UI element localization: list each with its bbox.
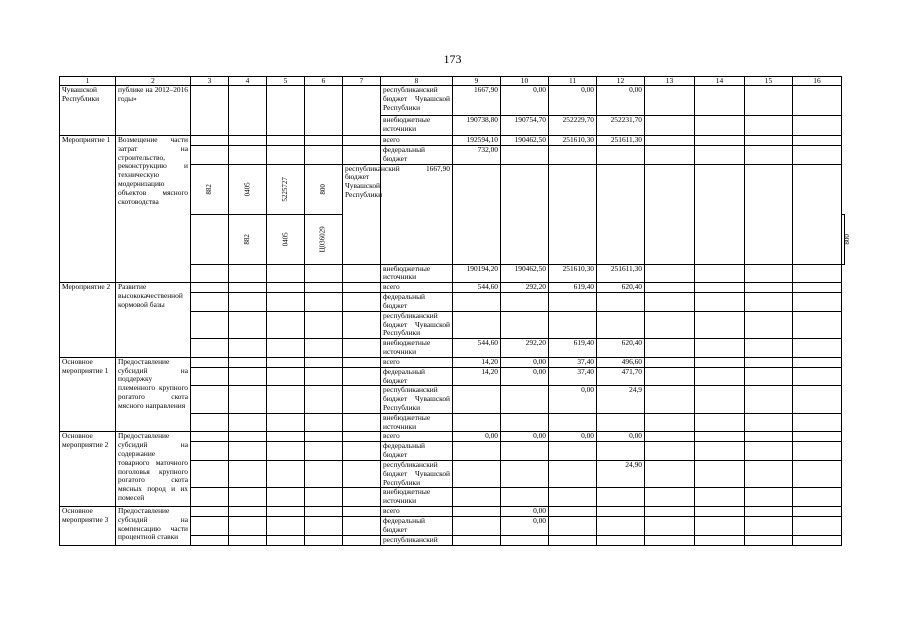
code-cell: 0405 <box>229 164 267 214</box>
funding-source-cell: внебюджетные источники <box>381 339 453 358</box>
header-cell: 12 <box>597 77 645 86</box>
code-cell: 800 <box>842 214 845 264</box>
table-row <box>60 86 845 116</box>
header-cell: 2 <box>116 77 191 86</box>
value-cell: 190738,80 <box>453 116 501 136</box>
page-number: 173 <box>443 52 462 66</box>
funding-source-cell: республиканский бюджет Чувашской Республики <box>343 164 381 264</box>
code-cell: 882 <box>191 164 229 214</box>
value-cell: 0,00 <box>501 506 549 516</box>
header-cell: 5 <box>267 77 305 86</box>
value-cell: 0,00 <box>453 432 501 442</box>
header-cell: 3 <box>191 77 229 86</box>
value-cell: 619,40 <box>549 339 597 358</box>
value-cell: 732,00 <box>453 146 501 165</box>
activity-name-cell: Основное мероприятие 1 <box>60 357 116 432</box>
program-name-cell: Чувашской Республики <box>60 86 116 136</box>
funding-source-cell: республиканский бюджет Чувашской Республики <box>381 86 453 116</box>
value-cell: 252229,70 <box>549 116 597 136</box>
funding-source-cell: внебюджетные источники <box>381 488 453 507</box>
funding-source-cell: республиканский <box>381 535 453 545</box>
table-row <box>60 506 845 516</box>
activity-name-cell: Мероприятие 1 <box>60 136 116 283</box>
value-cell: 0,00 <box>549 86 597 116</box>
value-cell: 496,60 <box>597 357 645 367</box>
funding-source-cell: республиканский бюджет Чувашской Республики <box>381 311 453 338</box>
header-cell: 10 <box>501 77 549 86</box>
value-cell: 544,60 <box>453 283 501 293</box>
header-cell: 8 <box>381 77 453 86</box>
value-cell: 190194,20 <box>453 264 501 283</box>
value-cell: 251611,30 <box>597 136 645 146</box>
header-cell: 14 <box>695 77 745 86</box>
value-cell: 14,20 <box>453 367 501 386</box>
value-cell: 0,00 <box>501 516 549 535</box>
funding-source-cell: всего <box>381 283 453 293</box>
table-row <box>60 136 845 146</box>
value-cell: 292,20 <box>501 283 549 293</box>
funding-source-cell: внебюджетные источники <box>381 264 453 283</box>
funding-source-cell: федеральный бюджет <box>381 146 453 165</box>
header-cell: 15 <box>745 77 793 86</box>
funding-source-cell: федеральный бюджет <box>381 442 453 461</box>
funding-source-cell: всего <box>381 432 453 442</box>
value-cell: 620,40 <box>597 339 645 358</box>
funding-source-cell: внебюджетные источники <box>381 413 453 432</box>
value-cell: 24,90 <box>597 460 645 487</box>
value-cell: 251611,30 <box>597 264 645 283</box>
value-cell: 471,70 <box>597 367 645 386</box>
funding-source-cell: республиканский бюджет Чувашской Республики <box>381 386 453 413</box>
program-description-cell: публике на 2012–2016 годы» <box>116 86 191 136</box>
value-cell: 0,00 <box>549 432 597 442</box>
value-cell: 0,00 <box>501 357 549 367</box>
header-cell: 16 <box>793 77 842 86</box>
funding-source-cell: всего <box>381 136 453 146</box>
funding-source-cell: всего <box>381 506 453 516</box>
value-cell: 0,00 <box>597 432 645 442</box>
activity-name-cell: Основное мероприятие 2 <box>60 432 116 507</box>
value-cell: 544,60 <box>453 339 501 358</box>
funding-source-cell: федеральный бюджет <box>381 367 453 386</box>
header-cell: 1 <box>60 77 116 86</box>
value-cell: 1667,90 <box>453 86 501 116</box>
value-cell: 190462,50 <box>501 264 549 283</box>
activity-description-cell: Возмещение части затрат на строительство, реконструкцию и техническую модернизацию объектов мясного скотоводства <box>116 136 191 283</box>
value-cell: 1667,90 <box>381 164 453 264</box>
value-cell: 620,40 <box>597 283 645 293</box>
activity-description-cell: Предоставление субсидий на содержание товарного маточного поголовья крупного рогатого скота мясных пород и их помесей <box>116 432 191 507</box>
code-cell: 0405 <box>267 214 305 264</box>
funding-source-cell: внебюджетные источники <box>381 116 453 136</box>
value-cell: 190754,70 <box>501 116 549 136</box>
value-cell: 24,9 <box>597 386 645 413</box>
funding-source-cell: федеральный бюджет <box>381 293 453 312</box>
value-cell: 251610,30 <box>549 264 597 283</box>
value-cell: 0,00 <box>597 86 645 116</box>
code-cell: Ц036029 <box>305 214 343 264</box>
value-cell: 0,00 <box>549 386 597 413</box>
value-cell: 251610,30 <box>549 136 597 146</box>
value-cell: 0,00 <box>501 432 549 442</box>
value-cell: 192594,10 <box>453 136 501 146</box>
activity-name-cell: Основное мероприятие 3 <box>60 506 116 545</box>
funding-source-cell: республиканский бюджет Чувашской Республики <box>381 460 453 487</box>
value-cell: 190462,50 <box>501 136 549 146</box>
table-row <box>60 357 845 367</box>
header-cell: 7 <box>343 77 381 86</box>
header-cell: 6 <box>305 77 343 86</box>
budget-table <box>59 76 851 546</box>
activity-description-cell: Предоставление субсидий на компенсацию части процентной ставки <box>116 506 191 545</box>
funding-source-cell: всего <box>381 357 453 367</box>
activity-description-cell: Развитие высококачественной кормовой базы <box>116 283 191 358</box>
value-cell: 14,20 <box>453 357 501 367</box>
header-cell: 11 <box>549 77 597 86</box>
value-cell: 0,00 <box>501 367 549 386</box>
value-cell: 37,40 <box>549 357 597 367</box>
value-cell: 37,40 <box>549 367 597 386</box>
activity-name-cell: Мероприятие 2 <box>60 283 116 358</box>
header-cell: 4 <box>229 77 267 86</box>
code-cell: 800 <box>305 164 343 214</box>
value-cell: 252231,70 <box>597 116 645 136</box>
table-row <box>60 432 845 442</box>
activity-description-cell: Предоставление субсидий на поддержку племенного крупного рогатого скота мясного направления <box>116 357 191 432</box>
header-cell: 9 <box>453 77 501 86</box>
header-cell: 13 <box>645 77 695 86</box>
value-cell: 292,20 <box>501 339 549 358</box>
table-row <box>60 283 845 293</box>
code-cell: 882 <box>229 214 267 264</box>
value-cell: 0,00 <box>501 86 549 116</box>
value-cell: 619,40 <box>549 283 597 293</box>
funding-source-cell: федеральный бюджет <box>381 516 453 535</box>
code-cell: 5225727 <box>267 164 305 214</box>
